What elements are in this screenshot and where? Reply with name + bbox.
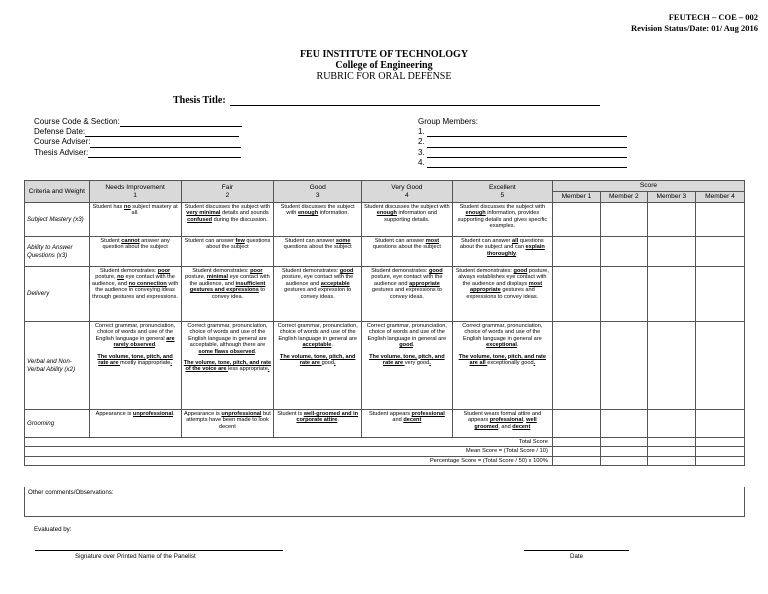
descriptor-cell-vgood bbox=[362, 237, 453, 267]
emphasis-text: professional bbox=[411, 411, 445, 417]
descriptor-text: Student can answer bbox=[374, 238, 426, 244]
emphasis-text: confused bbox=[187, 216, 213, 223]
field-label: Thesis Adviser: bbox=[34, 147, 89, 157]
mean-score-row bbox=[25, 447, 745, 456]
descriptor-text: gestures and expression to convey ideas. bbox=[284, 287, 352, 300]
descriptor-cell-fair bbox=[181, 322, 274, 410]
emphasis-text: no bbox=[123, 204, 131, 210]
descriptor-text: . bbox=[516, 250, 518, 257]
descriptor-text: . bbox=[412, 342, 415, 349]
descriptor-cell-exc bbox=[452, 322, 552, 410]
emphasis-text: all bbox=[511, 238, 519, 244]
descriptor-text: good bbox=[321, 360, 335, 367]
descriptor-cell-exc bbox=[452, 267, 552, 322]
descriptor-text: subject mastery at all. bbox=[130, 204, 178, 217]
descriptor-text: Appearance is bbox=[184, 411, 222, 417]
emphasis-text: poor bbox=[157, 268, 171, 274]
signature-line bbox=[35, 550, 283, 551]
member-1-header: Member 1 bbox=[552, 192, 600, 203]
descriptor-cell-vgood bbox=[362, 203, 453, 237]
field-label: Course Adviser: bbox=[34, 137, 91, 147]
emphasis-text: good bbox=[399, 342, 413, 349]
descriptor-text: information and supporting details. bbox=[384, 210, 438, 223]
score-cell[interactable] bbox=[600, 456, 647, 465]
descriptor-text: Student discusses the subject with bbox=[184, 204, 271, 210]
total-score-row bbox=[25, 438, 745, 447]
descriptor-text: questions about the subject bbox=[206, 238, 271, 251]
descriptor-text: Student can answer bbox=[284, 238, 336, 244]
descriptor-text: . bbox=[337, 417, 339, 424]
level-name: Excellent bbox=[488, 183, 516, 191]
college-name: College of Engineering bbox=[335, 60, 433, 71]
score-cell[interactable] bbox=[647, 267, 695, 322]
descriptor-text: Correct grammar, pronunciation, choice of words and use of the English language in general are bbox=[277, 323, 358, 342]
course-code-row bbox=[34, 117, 242, 127]
field-label: Defense Date: bbox=[34, 127, 86, 137]
descriptor-text: and bbox=[392, 417, 404, 424]
descriptor-text: eye contact with the audience, and bbox=[189, 274, 270, 287]
level-name: Good bbox=[309, 183, 326, 191]
member-line bbox=[427, 159, 627, 168]
emphasis-text: . bbox=[267, 366, 270, 373]
field-line bbox=[90, 139, 241, 148]
score-cell[interactable] bbox=[695, 410, 744, 438]
descriptor-text: questions about the subject and can bbox=[459, 238, 544, 251]
emphasis-text: . bbox=[429, 360, 431, 367]
criteria-cell: Subject Mastery (x3) bbox=[25, 203, 90, 237]
course-adviser-row bbox=[34, 137, 242, 147]
descriptor-text: Student demonstrates: bbox=[455, 268, 514, 274]
emphasis-text: appropriate bbox=[409, 280, 440, 287]
rubric-body bbox=[25, 203, 745, 438]
score-cell[interactable] bbox=[552, 447, 600, 456]
descriptor-cell-ni bbox=[89, 410, 181, 438]
score-cell[interactable] bbox=[600, 447, 647, 456]
descriptor-cell-ni bbox=[89, 237, 181, 267]
comments-label: Other comments/Observations: bbox=[28, 489, 114, 496]
emphasis-text: unprofessional bbox=[132, 411, 174, 417]
emphasis-text: no connection bbox=[128, 280, 167, 287]
member-row bbox=[418, 148, 627, 158]
descriptor-text: , and bbox=[498, 423, 513, 430]
score-cell[interactable] bbox=[600, 237, 647, 267]
score-cell[interactable] bbox=[600, 322, 647, 410]
emphasis-text: enough bbox=[376, 210, 397, 217]
score-cell[interactable] bbox=[695, 322, 744, 410]
emphasis-text: most bbox=[425, 238, 440, 244]
score-cell[interactable] bbox=[552, 410, 600, 438]
emphasis-text: decent bbox=[403, 417, 422, 424]
member-number: 1. bbox=[418, 127, 425, 137]
descriptor-text: Student appears bbox=[368, 411, 412, 417]
emphasis-text: enough bbox=[297, 210, 319, 217]
score-cell[interactable] bbox=[695, 438, 744, 447]
excellent-header bbox=[452, 181, 552, 203]
score-cell[interactable] bbox=[552, 456, 600, 465]
descriptor-text: Student can answer bbox=[184, 238, 236, 244]
descriptor-text: Appearance is bbox=[95, 411, 133, 417]
descriptor-text: . bbox=[155, 342, 157, 349]
score-cell[interactable] bbox=[647, 410, 695, 438]
descriptor-text: Correct grammar, pronunciation, choice of words and use of the English language in general are bbox=[366, 323, 447, 342]
member-row bbox=[418, 137, 627, 147]
score-cell[interactable] bbox=[695, 456, 744, 465]
score-cell[interactable] bbox=[600, 438, 647, 447]
score-cell[interactable] bbox=[552, 438, 600, 447]
descriptor-text: Student wears formal attire and appears bbox=[463, 411, 542, 424]
emphasis-text: enough bbox=[465, 210, 486, 217]
emphasis-text: . bbox=[170, 360, 172, 367]
emphasis-text: explain thoroughly bbox=[486, 244, 545, 257]
criteria-header: Criteria and Weight bbox=[25, 181, 90, 203]
emphasis-text: some flaws observed bbox=[198, 348, 255, 355]
descriptor-text: Student is bbox=[277, 411, 304, 417]
rubric-row-grooming bbox=[25, 410, 745, 438]
emphasis-text: well groomed bbox=[474, 417, 537, 430]
emphasis-text: The volume, tone, pitch, and rate are bbox=[369, 353, 445, 367]
thesis-adviser-row bbox=[34, 148, 242, 158]
descriptor-text: information. bbox=[318, 210, 349, 217]
descriptor-text: . bbox=[173, 411, 175, 417]
descriptor-cell-exc bbox=[452, 237, 552, 267]
level-number: 1 bbox=[133, 191, 137, 199]
emphasis-text: very minimal bbox=[186, 210, 221, 217]
doc-code-text: FEUTECH – COE – 002 bbox=[668, 12, 758, 22]
score-cell[interactable] bbox=[647, 237, 695, 267]
descriptor-text: Student discusses the subject with bbox=[364, 204, 450, 210]
emphasis-text: acceptable bbox=[302, 342, 332, 349]
emphasis-text: exceptional bbox=[486, 342, 517, 349]
date-label: Date bbox=[570, 553, 584, 560]
descriptor-text: . bbox=[331, 342, 333, 349]
document-code bbox=[631, 12, 758, 34]
descriptor-text: posture, bbox=[185, 274, 207, 281]
thesis-title-line bbox=[230, 96, 600, 106]
needs-improvement-header bbox=[89, 181, 181, 203]
score-cell[interactable] bbox=[552, 267, 600, 322]
emphasis-text: are rarely observed bbox=[113, 335, 175, 349]
level-number: 2 bbox=[225, 191, 230, 199]
group-members-label: Group Members: bbox=[418, 117, 479, 126]
level-name: Needs Improvement bbox=[105, 183, 165, 191]
descriptor-cell-ni bbox=[89, 267, 181, 322]
criteria-cell: Delivery bbox=[25, 267, 90, 322]
level-number: 3 bbox=[315, 191, 320, 199]
descriptor-cell-fair bbox=[181, 410, 274, 438]
emphasis-text: . bbox=[533, 360, 536, 367]
descriptor-cell-exc bbox=[452, 203, 552, 237]
signature-label: Signature over Printed Name of the Panelist bbox=[75, 553, 196, 560]
descriptor-cell-good bbox=[274, 203, 362, 237]
emphasis-text: The volume, tone, pitch, and rate are bbox=[279, 353, 356, 367]
member-row bbox=[418, 127, 627, 137]
descriptor-cell-vgood bbox=[362, 322, 453, 410]
score-header: Score bbox=[552, 181, 744, 192]
score-cell[interactable] bbox=[695, 447, 744, 456]
descriptor-text: but attempts have been made to look decent bbox=[186, 411, 271, 430]
emphasis-text: insufficient gestures and expressions bbox=[189, 280, 266, 294]
member-number: 4. bbox=[418, 157, 425, 167]
score-cell[interactable] bbox=[647, 447, 695, 456]
descriptor-cell-vgood bbox=[362, 410, 453, 438]
emphasis-text: few bbox=[235, 238, 245, 244]
emphasis-text: good bbox=[513, 268, 528, 274]
emphasis-text: most appropriate bbox=[470, 280, 543, 294]
descriptor-text: Student demonstrates: bbox=[192, 268, 251, 274]
member-2-header: Member 2 bbox=[600, 192, 647, 203]
descriptor-cell-good bbox=[274, 322, 362, 410]
descriptor-text: gestures and expressions to convey ideas. bbox=[371, 287, 442, 300]
header-row bbox=[25, 181, 745, 192]
descriptor-text: very good bbox=[404, 360, 430, 367]
descriptor-text: Student discusses the subject with bbox=[459, 204, 546, 210]
descriptor-text: Student has bbox=[92, 204, 124, 210]
score-cell[interactable] bbox=[695, 267, 744, 322]
emphasis-text: good bbox=[339, 268, 354, 274]
descriptor-cell-good bbox=[274, 410, 362, 438]
descriptor-text: posture, eye contact with the audience and bbox=[371, 274, 443, 287]
descriptor-text: posture, eye contact with the audience and bbox=[282, 274, 354, 287]
score-cell[interactable] bbox=[600, 410, 647, 438]
date-line bbox=[524, 550, 629, 551]
descriptor-text: Correct grammar, pronunciation, choice of words and use of the English language in general are bbox=[462, 323, 543, 342]
emphasis-text: . bbox=[334, 360, 336, 367]
descriptor-text: questions about the subject bbox=[283, 244, 352, 251]
member-number: 3. bbox=[418, 147, 425, 157]
descriptor-text: information, provides supporting details and gives specific examples. bbox=[457, 210, 548, 230]
emphasis-text: unprofessional bbox=[221, 411, 262, 417]
descriptor-cell-fair bbox=[181, 237, 274, 267]
group-members bbox=[418, 117, 627, 168]
member-4-header: Member 4 bbox=[695, 192, 744, 203]
score-cell[interactable] bbox=[552, 203, 600, 237]
descriptor-text: gestures and expressions to convey ideas. bbox=[466, 287, 539, 300]
rubric-row-ability bbox=[25, 237, 745, 267]
emphasis-text: no bbox=[117, 274, 124, 281]
form-title: RUBRIC FOR ORAL DEFENSE bbox=[316, 71, 452, 82]
descriptor-text: . bbox=[516, 342, 519, 349]
descriptor-text: posture, bbox=[95, 274, 118, 281]
descriptor-text: posture, always establishes eye contact with the audience and displays bbox=[458, 268, 549, 287]
descriptor-text: answer any question about the subject bbox=[102, 238, 170, 251]
descriptor-text: , bbox=[523, 417, 527, 424]
descriptor-text: Correct grammar, pronunciation, choice of words and use of the English language in general bbox=[94, 323, 176, 342]
thesis-title-field bbox=[173, 95, 600, 106]
level-number: 5 bbox=[500, 191, 505, 199]
score-cell[interactable] bbox=[647, 322, 695, 410]
document-header bbox=[0, 49, 768, 82]
percentage-score-row bbox=[25, 456, 745, 465]
descriptor-text: Student demonstrates: bbox=[371, 268, 429, 274]
member-line bbox=[427, 149, 627, 158]
field-label: Course Code & Section: bbox=[34, 117, 120, 126]
emphasis-text: minimal bbox=[206, 274, 229, 281]
descriptor-text: less appropriate bbox=[228, 366, 268, 373]
score-cell[interactable] bbox=[600, 203, 647, 237]
descriptor-cell-ni bbox=[89, 322, 181, 410]
descriptor-text: . bbox=[254, 348, 257, 355]
score-cell[interactable] bbox=[552, 237, 600, 267]
member-3-header: Member 3 bbox=[647, 192, 695, 203]
evaluated-by-label: Evaluated by: bbox=[34, 526, 72, 533]
descriptor-text: mostly inappropriate bbox=[120, 360, 171, 367]
descriptor-cell-vgood bbox=[362, 267, 453, 322]
field-line bbox=[120, 118, 242, 127]
institute-name: FEU INSTITUTE OF TECHNOLOGY bbox=[299, 49, 469, 60]
score-cell[interactable] bbox=[552, 322, 600, 410]
rubric-row-verbal bbox=[25, 322, 745, 410]
fair-header bbox=[181, 181, 274, 203]
emphasis-text: The volume, tone, pitch, and rate of the voice are bbox=[183, 360, 272, 373]
member-line bbox=[427, 139, 627, 148]
total-score-label: Total Score bbox=[25, 438, 553, 447]
descriptor-text: details and sounds bbox=[220, 210, 269, 217]
score-cell[interactable] bbox=[647, 438, 695, 447]
descriptor-cell-fair bbox=[181, 267, 274, 322]
member-line bbox=[427, 128, 627, 137]
emphasis-text: acceptable bbox=[320, 280, 350, 287]
descriptor-text: Student discusses the subject with bbox=[280, 204, 355, 217]
descriptor-text: with the audience in conveying ideas through gestures and expressions. bbox=[92, 280, 179, 300]
field-line bbox=[85, 128, 239, 137]
score-cell[interactable] bbox=[695, 203, 744, 237]
score-cell[interactable] bbox=[600, 267, 647, 322]
criteria-cell: Grooming bbox=[25, 410, 90, 438]
emphasis-text: decent bbox=[512, 423, 531, 430]
very-good-header bbox=[362, 181, 453, 203]
descriptor-cell-ni bbox=[89, 203, 181, 237]
emphasis-text: poor bbox=[250, 268, 263, 274]
course-info bbox=[34, 117, 242, 158]
emphasis-text: The volume, tone, pitch, and rate are bbox=[97, 353, 173, 367]
descriptor-text: Student can answer bbox=[460, 238, 512, 244]
defense-date-row bbox=[34, 127, 242, 137]
descriptor-text: exceptionally good bbox=[487, 360, 534, 367]
emphasis-text: The volume, tone, pitch, and rate are all bbox=[458, 353, 547, 367]
descriptor-text: eye contact with the audience, and bbox=[91, 274, 175, 287]
comments-box[interactable] bbox=[24, 487, 745, 517]
descriptor-text: Student demonstrates: bbox=[281, 268, 340, 274]
descriptor-cell-good bbox=[274, 267, 362, 322]
emphasis-text: professional bbox=[489, 417, 524, 424]
score-cell[interactable] bbox=[647, 203, 695, 237]
descriptor-cell-good bbox=[274, 237, 362, 267]
mean-score-label: Mean Score = (Total Score / 10) bbox=[25, 447, 553, 456]
descriptor-text: to convey idea. bbox=[211, 287, 266, 300]
score-cell[interactable] bbox=[647, 456, 695, 465]
good-header bbox=[274, 181, 362, 203]
descriptor-text: during the discussion. bbox=[212, 216, 268, 223]
level-name: Very Good bbox=[391, 183, 423, 191]
descriptor-cell-fair bbox=[181, 203, 274, 237]
rubric-table bbox=[24, 180, 745, 466]
descriptor-text: Student demonstrates: bbox=[99, 268, 158, 274]
emphasis-text: good bbox=[428, 268, 443, 274]
rubric-row-subject-mastery bbox=[25, 203, 745, 237]
field-line bbox=[88, 149, 241, 158]
descriptor-text: questions about the subject bbox=[372, 244, 441, 251]
rubric-row-delivery bbox=[25, 267, 745, 322]
descriptor-text: Correct grammar, pronunciation, choice of words and use of the English language in general are acceptable, although there are bbox=[187, 323, 268, 349]
criteria-cell: Ability to Answer Questions (x3) bbox=[25, 237, 90, 267]
emphasis-text: cannot bbox=[121, 238, 140, 244]
percentage-score-label: Percentage Score = (Total Score / 50) x 100% bbox=[25, 456, 553, 465]
criteria-cell: Verbal and Non-Verbal Ability (x2) bbox=[25, 322, 90, 410]
thesis-title-label: Thesis Title: bbox=[173, 95, 226, 106]
level-name: Fair bbox=[221, 183, 234, 191]
score-cell[interactable] bbox=[695, 237, 744, 267]
descriptor-cell-exc bbox=[452, 410, 552, 438]
descriptor-text: Student bbox=[100, 238, 122, 244]
emphasis-text: some bbox=[335, 238, 351, 244]
revision-text: Revision Status/Date: 01/ Aug 2016 bbox=[630, 23, 758, 33]
member-number: 2. bbox=[418, 137, 425, 147]
member-row bbox=[418, 158, 627, 168]
level-number: 4 bbox=[405, 191, 409, 199]
emphasis-text: well-groomed and in corporate attire bbox=[296, 411, 359, 424]
